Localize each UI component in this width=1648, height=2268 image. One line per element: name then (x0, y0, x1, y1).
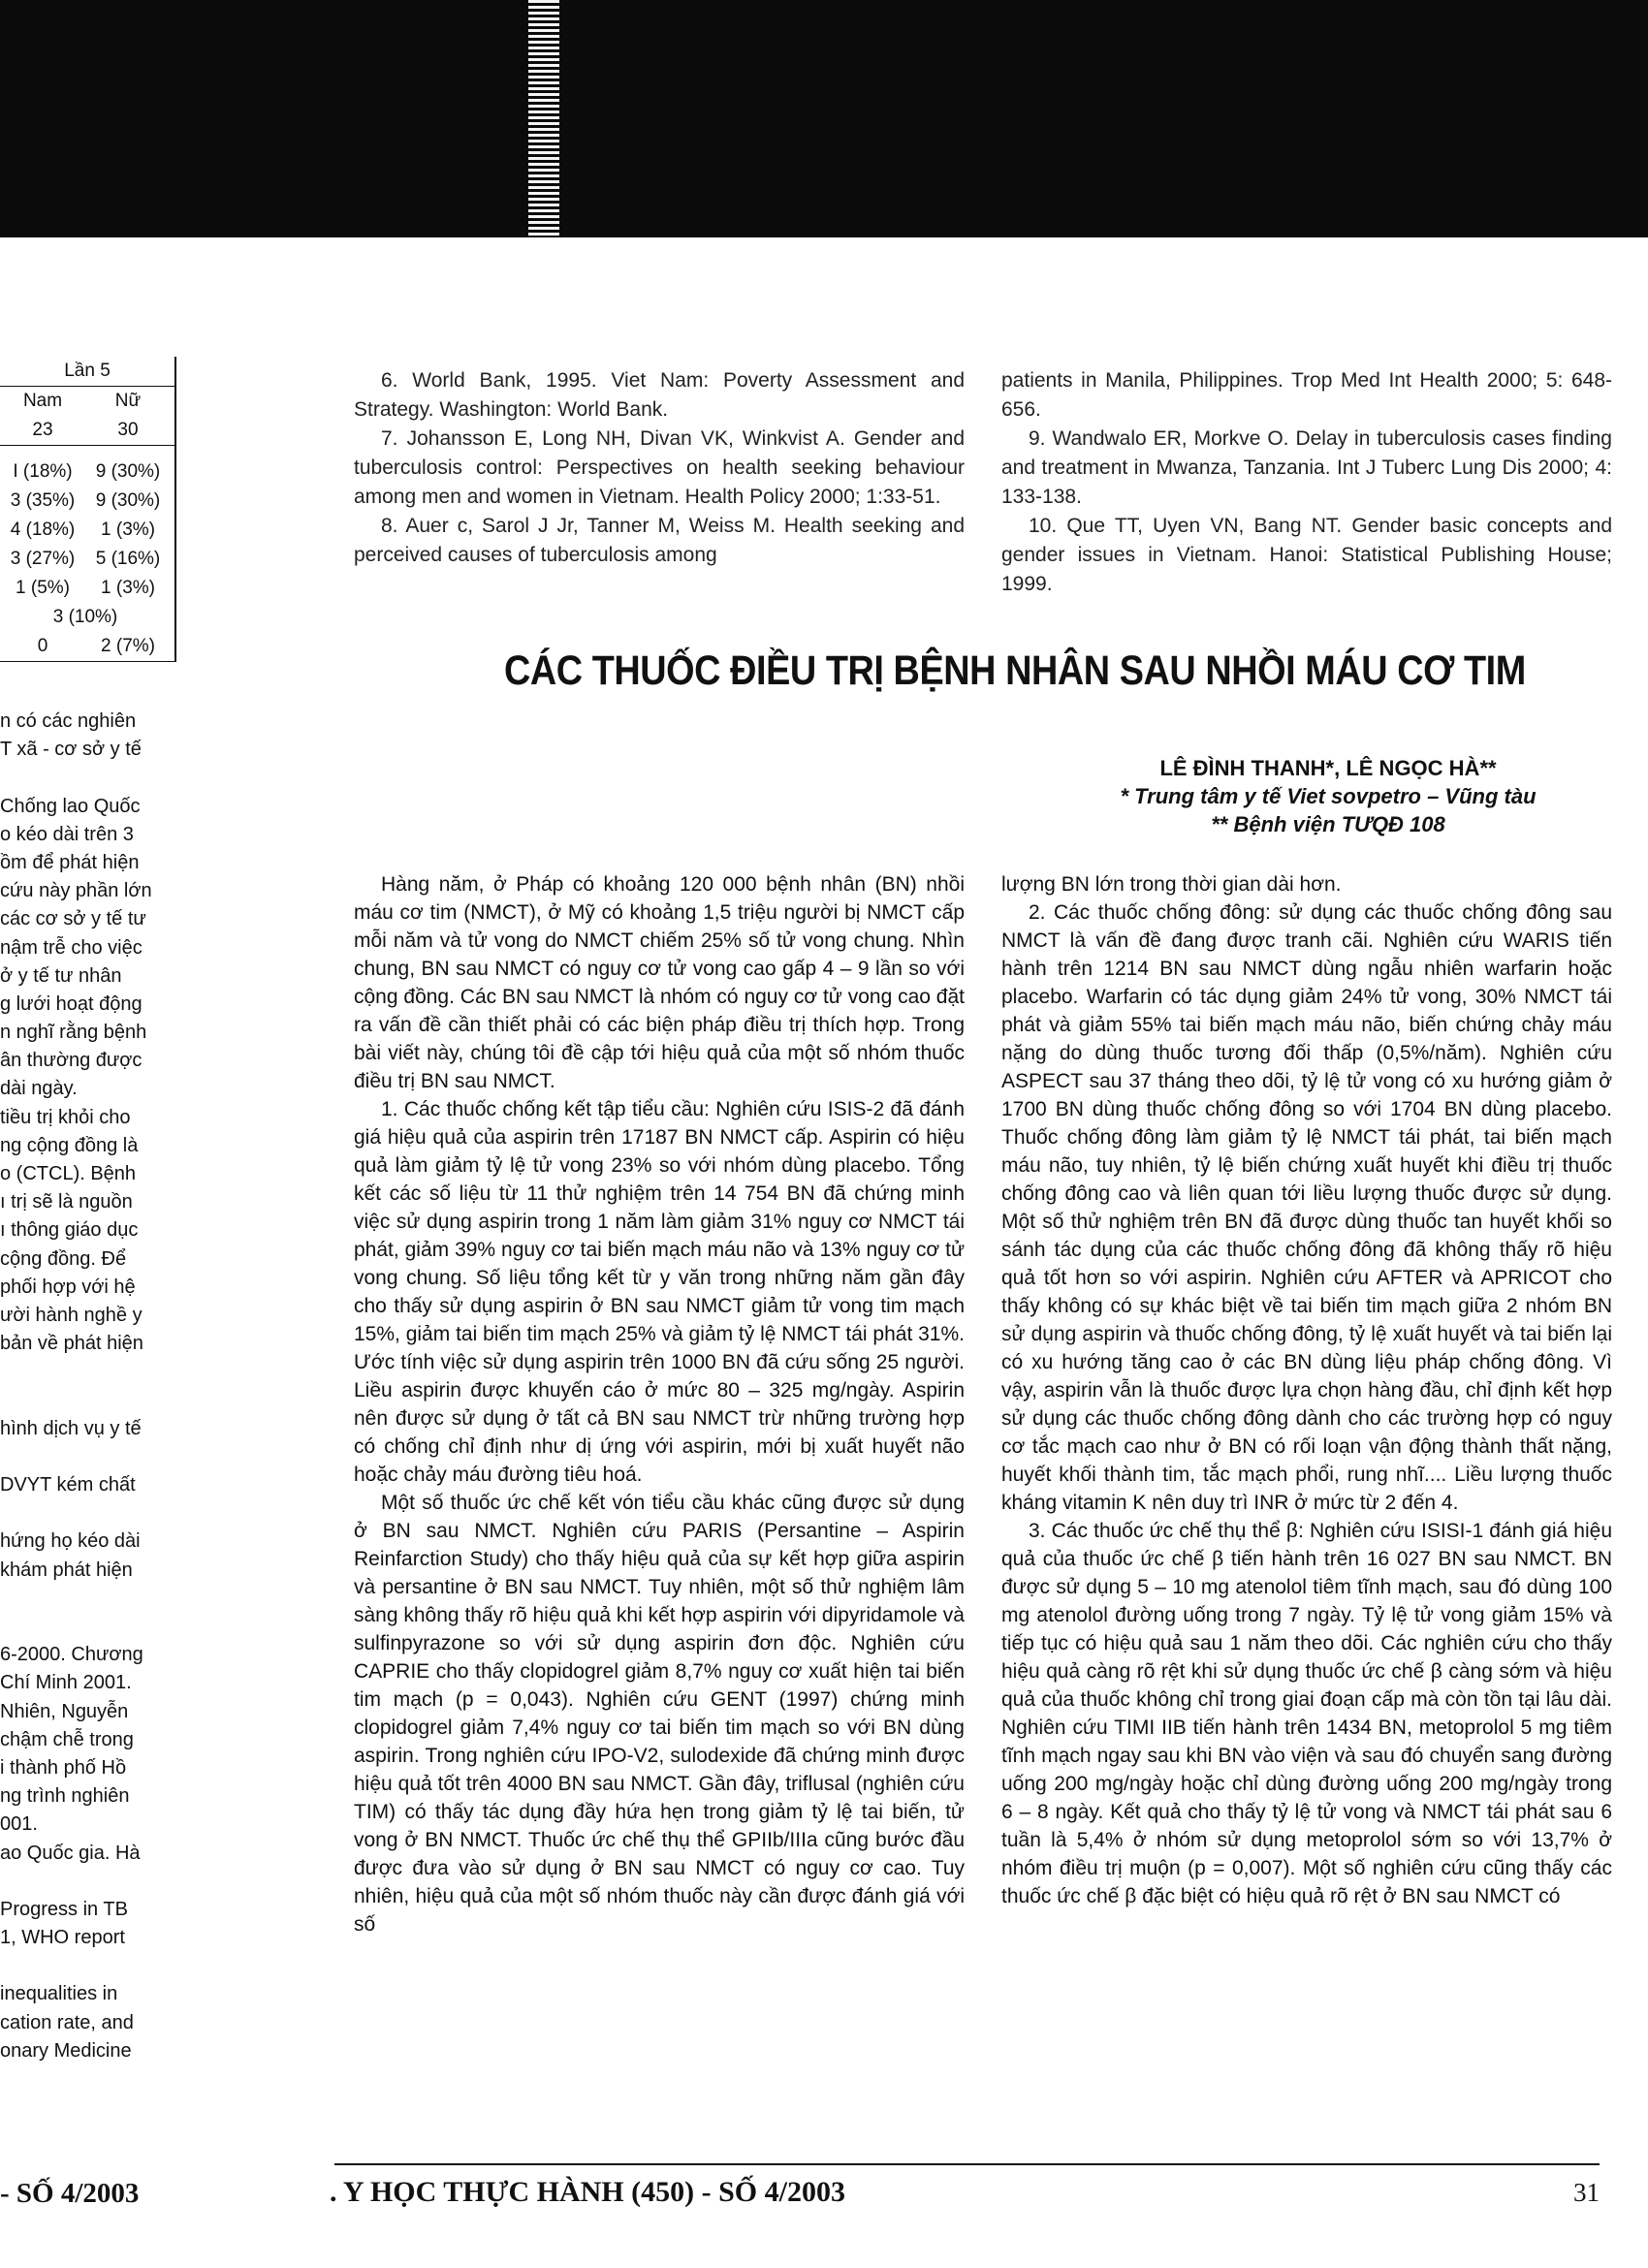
references-col-2 (1001, 366, 1612, 599)
fragment-line: ao Quốc gia. Hà (0, 1842, 141, 1864)
references-col-1 (354, 366, 965, 570)
fragment-line: inequalities in (0, 1983, 118, 2005)
table-row (0, 632, 174, 662)
reference-item: 6. World Bank, 1995. Viet Nam: Poverty Assessment and Strategy. Washington: World Bank. (354, 369, 965, 421)
fragment-line: chậm chễ trong (0, 1728, 134, 1750)
fragment-line: dài ngày. (0, 1078, 78, 1100)
author-names: LÊ ĐÌNH THANH*, LÊ NGỌC HÀ** (1159, 756, 1497, 780)
reference-item: 10. Que TT, Uyen VN, Bang NT. Gender basic concepts and gender issues in Vietnam. Hanoi: Statistical Publishing House; 1999. (1001, 515, 1612, 595)
article-paragraph: lượng BN lớn trong thời gian dài hơn. (1001, 873, 1342, 896)
fragment-line: cứu này phần lớn (0, 880, 152, 902)
article-paragraph: Hàng năm, ở Pháp có khoảng 120 000 bệnh nhân (BN) nhồi máu cơ tim (NMCT), ở Mỹ có khoảng 1,5 triệu người bị NMCT cấp mỗi năm và tử vong do NMCT chiếm 25% số tử vong chung. Nhìn chung, BN sau NMCT có nguy cơ tử vong cao gấp 4 – 9 lần so với cộng đồng. Các BN sau NMCT là nhóm có nguy cơ tử vong cao đặt ra vấn đề cần thiết phải có các biện pháp điều trị thích hợp. Trong bài viết này, chúng tôi đề cập tới hiệu quả của một số nhóm thuốc điều trị BN sau NMCT. (354, 873, 965, 1092)
fragment-line: ân thường được (0, 1050, 143, 1072)
fragment-line: nậm trễ cho việc (0, 936, 143, 959)
fragment-line: ở y tế tư nhân (0, 964, 122, 987)
fragment-line: 1, WHO report (0, 1927, 125, 1949)
header-binding-strip (528, 0, 559, 237)
fragment-line: Chống lao Quốc (0, 795, 141, 817)
fragment-line: phối hợp với hệ (0, 1276, 136, 1298)
affiliation-2: ** Bệnh viện TƯQĐ 108 (1211, 812, 1445, 836)
fragment-line: i thành phố Hồ (0, 1756, 127, 1779)
article-paragraph: 2. Các thuốc chống đông: sử dụng các thuốc chống đông sau NMCT là vấn đề đang được tranh cãi. Nghiên cứu WARIS tiến hành trên 1214 BN sau NMCT dùng ngẫu nhiên warfarin hoặc placebo. Warfarin có tác dụng giảm 24% tử vong, 30% NMCT tái phát và giảm 55% tai biến mạch máu não, biến chứng chảy máu nặng do dùng thuốc tương đối thấp (0,5%/năm). Nghiên cứu ASPECT sau 37 tháng theo dõi, tỷ lệ tử vong có xu hướng giảm ở 1700 BN dùng thuốc chống đông so với 1704 BN dùng placebo. Thuốc chống đông làm giảm tỷ lệ NMCT tái phát, tai biến mạch máu não, tuy nhiên, tỷ lệ biến chứng xuất huyết khi điều trị thuốc chống đông cao và liên quan tới liều lượng thuốc được sử dụng. Một số thử nghiệm trên BN đã được dùng thuốc tan huyết khối so sánh tác dụng của các thuốc chống đông đã không thấy rõ hiệu quả tốt hơn so với aspirin. Nghiên cứu AFTER và APRICOT cho thấy không có sự khác biệt về tai biến tim mạch giữa 2 nhóm BN sử dụng aspirin và thuốc chống đông, tỷ lệ xuất huyết và tai biến lại có xu hướng tăng cao ở các BN dùng liệu pháp chống đông. Vì vậy, aspirin vẫn là thuốc được lựa chọn hàng đầu, chỉ định kết hợp sử dụng các thuốc chống đông dành cho các trường hợp có nguy cơ tắc mạch cao như ở BN có rối loạn vận động thành thất nặng, huyết khối thành tim, tắc mạch phổi, rung nhĩ.... Liều lượng thuốc kháng vitamin K nên duy trì INR ở mức từ 2 đến 4. (1001, 901, 1612, 1514)
table-row (0, 603, 174, 632)
article-paragraph: 1. Các thuốc chống kết tập tiểu cầu: Nghiên cứu ISIS-2 đã đánh giá hiệu quả của aspirin trên 17187 BN NMCT cấp. Aspirin có hiệu quả làm giảm tỷ lệ tử vong 23% so với nhóm dùng placebo. Tổng kết các số liệu từ 11 thử nghiệm trên 14 754 BN đã chứng minh việc sử dụng aspirin trong 1 năm làm giảm 31% nguy cơ NMCT tái phát, giảm 39% nguy cơ tai biến mạch máu não và 13% nguy cơ tử vong chung. Số liệu tổng kết từ y văn trong những năm gần đây cho thấy sử dụng aspirin ở BN sau NMCT giảm tử vong tim mạch 15%, giảm tai biến tim mạch 25% và giảm tỷ lệ NMCT tái phát 31%. Ước tính việc sử dụng aspirin trên 1000 BN đã cứu sống 25 người. Liều aspirin được khuyến cáo ở mức 80 – 325 mg/ngày. Aspirin nên được sử dụng ở tất cả BN sau NMCT trừ những trường hợp có chống chỉ định như dị ứng với aspirin, mới bị xuất huyết não hoặc chảy máu đường tiêu hoá. (354, 1098, 965, 1486)
fragment-line (0, 764, 174, 792)
article-paragraph: Một số thuốc ức chế kết vón tiểu cầu khác cũng được sử dụng ở BN sau NMCT. Nghiên cứu PARIS (Persantine – Aspirin Reinfarction Study) cho thấy hiệu quả của sự kết hợp giữa aspirin và persantine ở BN sau NMCT. Tuy nhiên, một số thử nghiệm lâm sàng không thấy rõ hiệu quả khi kết hợp aspirin với dipyridamole và sulfinpyrazone so với sử dụng aspirin đơn độc. Nghiên cứu CAPRIE cho thấy clopidogrel giảm 8,7% nguy cơ xuất hiện tai biến tim mạch (p = 0,043). Nghiên cứu GENT (1997) chứng minh clopidogrel giảm 7,4% nguy cơ tai biến tim mạch so với BN dùng aspirin. Trong nghiên cứu IPO-V2, sulodexide đã chứng minh được hiệu quả tốt trên 4000 BN sau NMCT. Gần đây, triflusal (nghiên cứu TIM) có thấy tác dụng đầy hứa hẹn trong giảm tỷ lệ tai biến, tử vong ở BN NMCT. Thuốc ức chế thụ thể GPIIb/IIIa cũng bước đầu được đưa vào sử dụng ở BN sau NMCT có nguy cơ cao. Tuy nhiên, hiệu quả của một số nhóm thuốc này cần được đánh giá với số (354, 1492, 965, 1936)
table-cell: 9 (30%) (95, 461, 161, 482)
fragment-line: g lưới hoạt động (0, 992, 143, 1015)
table-row (0, 516, 174, 545)
reference-item: patients in Manila, Philippines. Trop Med Int Health 2000; 5: 648-656. (1001, 369, 1612, 421)
fragment-line: ng trình nghiên (0, 1785, 130, 1808)
fragment-line: n có các nghiên (0, 710, 137, 732)
fragment-line: n nghĩ rằng bệnh (0, 1022, 147, 1044)
table-cell: 5 (16%) (95, 549, 161, 569)
table-row (0, 457, 174, 487)
table-col-labels (0, 387, 174, 416)
table-cell: I (18%) (13, 461, 73, 482)
fragment-line: ı thông giáo dục (0, 1219, 139, 1242)
fragment-line (0, 1387, 174, 1415)
fragment-line: o kéo dài trên 3 (0, 823, 134, 845)
fragment-line: tiều trị khỏi cho (0, 1106, 131, 1128)
fragment-line (0, 1443, 174, 1471)
header-band (0, 0, 1648, 237)
left-fragment-table (0, 357, 176, 662)
fragment-line: ười hành nghề y (0, 1304, 143, 1326)
footer-rule (334, 2163, 1600, 2165)
fragment-line: ı trị sẽ là nguồn (0, 1191, 133, 1213)
table-cell: 2 (7%) (101, 636, 155, 656)
journal-footer: . Y HỌC THỰC HÀNH (450) - SỐ 4/2003 (330, 2176, 845, 2208)
article-title: CÁC THUỐC ĐIỀU TRỊ BỆNH NHÂN SAU NHỒI MÁU CƠ TIM (504, 647, 1526, 694)
table-row (0, 574, 174, 603)
reference-item: 9. Wandwalo ER, Morkve O. Delay in tuberculosis cases finding and treatment in Mwanza, Tanzania. Int J Tuberc Lung Dis 2000; 4: 133-138. (1001, 427, 1612, 508)
fragment-line: onary Medicine (0, 2039, 132, 2062)
fragment-line: các cơ sở y tế tư (0, 908, 146, 930)
fragment-line: T xã - cơ sở y tế (0, 739, 142, 761)
table-cell: 1 (5%) (16, 578, 70, 598)
article-col-1 (354, 870, 965, 1938)
fragment-line (0, 1358, 174, 1386)
fragment-line: 6-2000. Chương (0, 1644, 143, 1666)
fragment-line: Nhiên, Nguyễn (0, 1700, 129, 1722)
fragment-line: khám phát hiện (0, 1559, 133, 1581)
fragment-line: ng cộng đồng là (0, 1134, 139, 1156)
fragment-line: hình dịch vụ y tế (0, 1417, 142, 1439)
reference-item: 7. Johansson E, Long NH, Divan VK, Winkvist A. Gender and tuberculosis control: Perspectives on health seeking behaviour among men and women in Vietnam. Health Policy 2000; 1:33-51. (354, 427, 965, 508)
fragment-line (0, 1585, 174, 1613)
col-label-nam: Nam (22, 391, 63, 411)
fragment-line: ồm để phát hiện (0, 851, 140, 873)
table-cell: 3 (10%) (52, 607, 118, 627)
table-header: Lần 5 (0, 357, 174, 387)
table-cell: 0 (37, 636, 48, 656)
table-cell: 1 (3%) (101, 520, 155, 540)
article-col-2 (1001, 870, 1612, 1910)
count-nu: 30 (117, 420, 139, 440)
table-cell: 3 (27%) (10, 549, 76, 569)
fragment-line: cation rate, and (0, 2011, 134, 2033)
fragment-line: DVYT kém chất (0, 1474, 136, 1496)
fragment-line (0, 1952, 174, 1980)
fragment-line: cộng đồng. Để (0, 1247, 127, 1270)
table-cell: 9 (30%) (95, 490, 161, 511)
count-nam: 23 (32, 420, 53, 440)
affiliation-1: * Trung tâm y tế Viet sovpetro – Vũng tàu (1120, 784, 1537, 808)
fragment-line (0, 1868, 174, 1896)
page-number: 31 (1573, 2178, 1600, 2207)
fragment-line (0, 1613, 174, 1641)
table-cell: 4 (18%) (10, 520, 76, 540)
article-paragraph: 3. Các thuốc ức chế thụ thể β: Nghiên cứu ISISI-1 đánh giá hiệu quả của thuốc ức chế β tiến hành trên 16 027 BN sau NMCT. BN được sử dụng 5 – 10 mg atenolol tiêm tĩnh mạch, sau đó dùng 100 mg atenolol đường uống trong 7 ngày. Tỷ lệ tử vong giảm 15% và tiếp tục có hiệu quả sau 1 năm theo dõi. Các nghiên cứu cho thấy hiệu quả càng rõ rệt khi sử dụng thuốc ức chế β càng sớm và hiệu quả của thuốc không chỉ trong giai đoạn cấp mà còn tồn tại lâu dài. Nghiên cứu TIMI IIB tiến hành trên 1434 BN, metoprolol 5 mg tiêm tĩnh mạch ngay sau khi BN vào viện và sau đó chuyển sang đường uống 200 mg/ngày hoặc chỉ dùng đường uống 200 mg/ngày trong 6 – 8 ngày. Kết quả cho thấy tỷ lệ tử vong và NMCT tái phát sau 6 tuần là 5,4% ở nhóm sử dụng metoprolol sớm so với 13,7% ở nhóm điều trị muộn (p = 0,007). Một số nghiên cứu cũng thấy các thuốc ức chế β đặc biệt có hiệu quả rõ rệt ở BN sau NMCT có (1001, 1520, 1612, 1907)
col-label-nu: Nữ (114, 391, 142, 411)
fragment-line: 001. (0, 1813, 38, 1836)
table-counts (0, 416, 174, 446)
table-cell: 3 (35%) (10, 490, 76, 511)
table-cell: 1 (3%) (101, 578, 155, 598)
table-row (0, 545, 174, 574)
table-gap (0, 446, 174, 457)
footer-left-fragment: - SỐ 4/2003 (0, 2178, 140, 2209)
fragment-line: Progress in TB (0, 1898, 128, 1920)
reference-item: 8. Auer c, Sarol J Jr, Tanner M, Weiss M. Health seeking and perceived causes of tuberculosis among (354, 515, 965, 566)
table-row (0, 487, 174, 516)
left-fragment-text (0, 708, 174, 2065)
fragment-line: o (CTCL). Bệnh (0, 1163, 137, 1184)
fragment-line: bản về phát hiện (0, 1333, 143, 1355)
fragment-line: hứng họ kéo dài (0, 1530, 141, 1553)
fragment-line (0, 1499, 174, 1528)
fragment-line: Chí Minh 2001. (0, 1672, 132, 1694)
author-block (1047, 754, 1609, 838)
